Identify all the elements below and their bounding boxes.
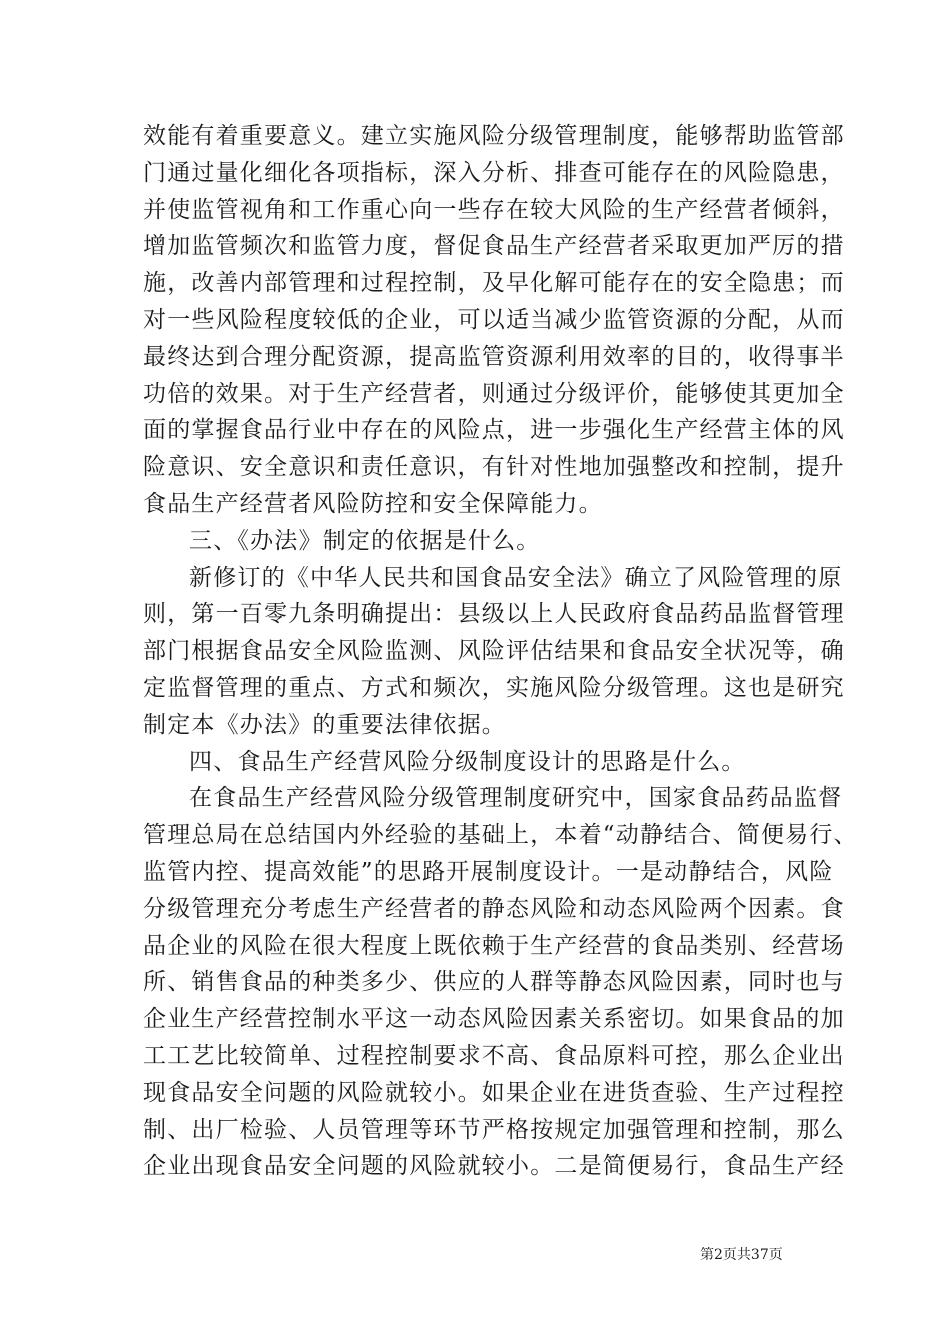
- text-line: 制定本《办法》的重要法律依据。: [143, 711, 506, 738]
- text-line: 企业出现食品安全问题的风险就较小。二是简便易行，食品生产经: [143, 1153, 845, 1180]
- text-line: 分级管理充分考虑生产经营者的静态风险和动态风险两个因素。食: [143, 895, 845, 922]
- text-line: 现食品安全问题的风险就较小。如果企业在进货查验、生产过程控: [143, 1079, 845, 1106]
- text-line: 新修订的《中华人民共和国食品安全法》确立了风险管理的原: [189, 564, 843, 591]
- text-line: 管理总局在总结国内外经验的基础上，本着“动静结合、简便易行、: [143, 822, 858, 849]
- text-line: 食品生产经营者风险防控和安全保障能力。: [143, 490, 603, 517]
- text-line: 定监督管理的重点、方式和频次，实施风险分级管理。这也是研究: [143, 674, 845, 701]
- text-line: 施，改善内部管理和过程控制，及早化解可能存在的安全隐患；而: [143, 270, 845, 297]
- text-line: 并使监管视角和工作重心向一些存在较大风险的生产经营者倾斜，: [143, 196, 845, 223]
- text-line: 三、《办法》制定的依据是什么。: [189, 527, 541, 554]
- text-line: 所、销售食品的种类多少、供应的人群等静态风险因素，同时也与: [143, 969, 845, 996]
- text-line: 部门根据食品安全风险监测、风险评估结果和食品安全状况等，确: [143, 638, 845, 665]
- body-text: [143, 118, 858, 1185]
- text-line: 则，第一百零九条明确提出：县级以上人民政府食品药品监督管理: [143, 601, 845, 628]
- text-line: 品企业的风险在很大程度上既依赖于生产经营的食品类别、经营场: [143, 932, 845, 959]
- text-line: 增加监管频次和监管力度，督促食品生产经营者采取更加严厉的措: [143, 233, 845, 260]
- text-line: 企业生产经营控制水平这一动态风险因素关系密切。如果食品的加: [143, 1006, 845, 1033]
- text-line: 工工艺比较简单、过程控制要求不高、食品原料可控，那么企业出: [143, 1042, 845, 1069]
- text-line: 对一些风险程度较低的企业，可以适当减少监管资源的分配，从而: [143, 306, 845, 333]
- text-line: 功倍的效果。对于生产经营者，则通过分级评价，能够使其更加全: [143, 380, 845, 407]
- text-line: 面的掌握食品行业中存在的风险点，进一步强化生产经营主体的风: [143, 417, 845, 444]
- page-number: 第2页共37页: [700, 1247, 783, 1263]
- text-line: 门通过量化细化各项指标，深入分析、排查可能存在的风险隐患，: [143, 159, 845, 186]
- text-line: 制、出厂检验、人员管理等环节严格按规定加强管理和控制，那么: [143, 1116, 845, 1143]
- text-line: 在食品生产经营风险分级管理制度研究中，国家食品药品监督: [189, 785, 843, 812]
- text-line: 效能有着重要意义。建立实施风险分级管理制度，能够帮助监管部: [143, 123, 845, 149]
- text-line: 险意识、安全意识和责任意识，有针对性地加强整改和控制，提升: [143, 454, 845, 481]
- text-line: 最终达到合理分配资源，提高监管资源利用效率的目的，收得事半: [143, 343, 845, 370]
- text-line: 监管内控、提高效能”的思路开展制度设计。一是动静结合，风险: [143, 858, 834, 885]
- text-line: 四、食品生产经营风险分级制度设计的思路是什么。: [189, 748, 746, 775]
